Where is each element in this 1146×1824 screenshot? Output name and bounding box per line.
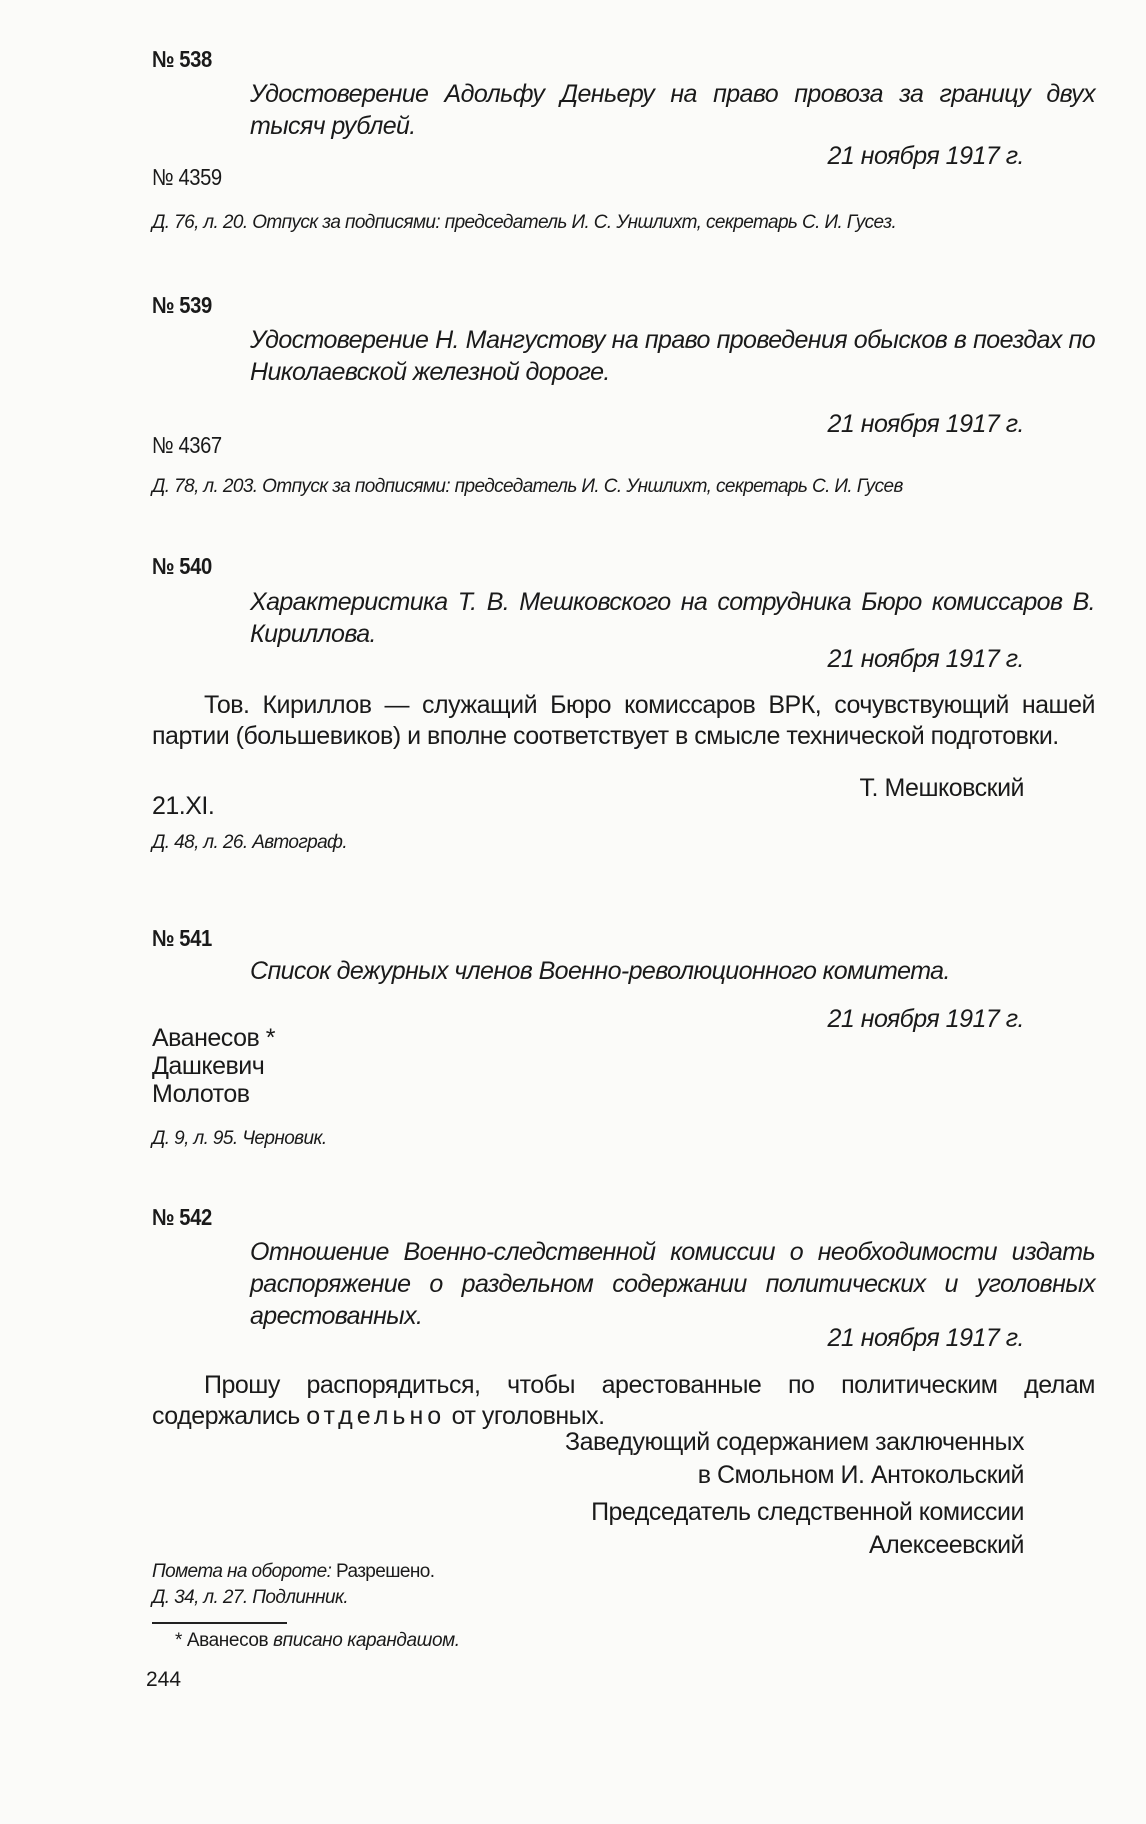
document-title: Характеристика Т. В. Мешковского на сотрудника Бюро комиссаров В. Кириллова. [250, 588, 1095, 648]
document-date: 21 ноября 1917 г. [827, 1005, 1024, 1033]
signature-line: Заведующий содержанием заключенных [565, 1428, 1024, 1456]
document-number: № 541 [152, 925, 212, 951]
footnote [175, 1630, 460, 1652]
document-body: Тов. Кириллов — служащий Бюро комиссаров ВРК, сочувствующий нашей партии (большевиков) и вполне соответствует в смысле технической подготовки. [152, 691, 1095, 750]
document-source: Д. 9, л. 95. Черновик. [152, 1128, 327, 1149]
page-number: 244 [146, 1668, 182, 1691]
document-source: Д. 34, л. 27. Подлинник. [152, 1587, 349, 1608]
footnote-divider [152, 1622, 287, 1624]
signature: Т. Мешковский [859, 774, 1024, 802]
document-source: Д. 78, л. 203. Отпуск за подписями: председатель И. С. Уншлихт, секретарь С. И. Гусев [152, 476, 903, 497]
signature-block [565, 1426, 1024, 1562]
document-date: 21 ноября 1917 г. [827, 410, 1024, 438]
signature-line: Председатель следственной комиссии [591, 1498, 1024, 1526]
list-item: Молотов [152, 1080, 250, 1108]
list-item: Дашкевич [152, 1052, 265, 1080]
body-text: от уголовных. [451, 1402, 605, 1430]
archive-number: № 4367 [152, 432, 222, 458]
signature-line: в Смольном И. Антокольский [697, 1461, 1024, 1489]
document-number: № 539 [152, 292, 212, 318]
document-title: Отношение Военно-следственной комиссии о необходимости издать распоряжение о раздельном содержании политических и уголовных арестованных. [250, 1238, 1095, 1330]
document-number: № 538 [152, 46, 212, 72]
document-date: 21 ноября 1917 г. [827, 645, 1024, 673]
document-title: Удостоверение Н. Мангустову на право проведения обысков в поездах по Николаевской железной дороге. [250, 326, 1095, 386]
list-item: Аванесов * [152, 1024, 275, 1052]
footnote-name: Аванесов [186, 1630, 269, 1651]
footnote-text: вписано карандашом. [273, 1630, 460, 1651]
document-title: Удостоверение Адольфу Деньеру на право провоза за границу двух тысяч рублей. [250, 80, 1095, 140]
document-number: № 542 [152, 1204, 212, 1230]
document-title: Список дежурных членов Военно-революционного комитета. [250, 957, 950, 985]
archive-number: № 4359 [152, 164, 222, 190]
document-body [152, 1370, 1095, 1432]
document-date: 21 ноября 1917 г. [827, 1324, 1024, 1352]
name-list [152, 1024, 275, 1108]
document-source: Д. 76, л. 20. Отпуск за подписями: председатель И. С. Уншлихт, секретарь С. И. Гусез. [152, 212, 897, 233]
document-number: № 540 [152, 553, 212, 579]
body-text: Прошу распорядиться, чтобы арестованные по политическим делам содержались [152, 1371, 1095, 1430]
short-date: 21.XI. [152, 792, 215, 820]
note [152, 1561, 434, 1583]
document-source: Д. 48, л. 26. Автограф. [152, 832, 348, 853]
body-emphasis: отдельно [306, 1402, 446, 1430]
signature-line: Алексеевский [868, 1531, 1024, 1559]
note-value: Разрешено. [336, 1561, 435, 1582]
footnote-mark: * [175, 1630, 182, 1651]
note-label: Помета на обороте: [152, 1561, 332, 1582]
document-date: 21 ноября 1917 г. [827, 142, 1024, 170]
